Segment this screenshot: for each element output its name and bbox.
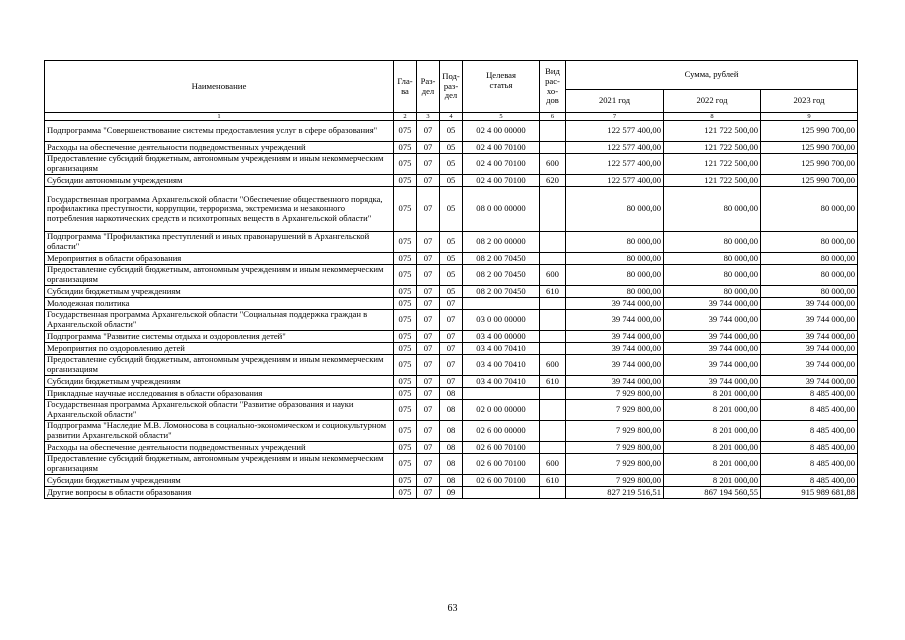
row-amount-2023: 39 744 000,00 <box>761 343 858 355</box>
row-name: Субсидии бюджетным учреждениям <box>45 376 394 388</box>
row-chapter: 075 <box>394 475 417 487</box>
row-amount-2022: 8 201 000,00 <box>664 421 761 442</box>
row-target-article: 02 4 00 70100 <box>463 154 540 175</box>
column-number: 5 <box>463 113 540 121</box>
row-section: 07 <box>417 232 440 253</box>
table-row <box>45 154 858 175</box>
table-row <box>45 487 858 499</box>
row-section: 07 <box>417 376 440 388</box>
row-name: Субсидии автономным учреждениям <box>45 175 394 187</box>
row-expense-type <box>540 400 566 421</box>
row-target-article: 02 6 00 70100 <box>463 454 540 475</box>
row-section: 07 <box>417 421 440 442</box>
row-amount-2021: 122 577 400,00 <box>566 175 664 187</box>
row-name: Прикладные научные исследования в области образования <box>45 388 394 400</box>
row-chapter: 075 <box>394 343 417 355</box>
row-subsection: 05 <box>440 265 463 286</box>
row-subsection: 08 <box>440 475 463 487</box>
header-year-2023: 2023 год <box>761 90 858 113</box>
table-row <box>45 265 858 286</box>
row-target-article: 03 0 00 00000 <box>463 310 540 331</box>
row-amount-2021: 7 929 800,00 <box>566 421 664 442</box>
row-target-article: 02 6 00 00000 <box>463 421 540 442</box>
row-expense-type <box>540 232 566 253</box>
row-subsection: 05 <box>440 232 463 253</box>
row-name: Подпрограмма "Совершенствование системы предоставления услуг в сфере образования" <box>45 121 394 142</box>
row-amount-2022: 121 722 500,00 <box>664 175 761 187</box>
row-chapter: 075 <box>394 421 417 442</box>
row-amount-2023: 39 744 000,00 <box>761 331 858 343</box>
row-chapter: 075 <box>394 142 417 154</box>
row-name: Подпрограмма "Наследие М.В. Ломоносова в социально-экономическом и социокультурном развитии Архангельской области" <box>45 421 394 442</box>
row-amount-2022: 80 000,00 <box>664 232 761 253</box>
column-number: 8 <box>664 113 761 121</box>
row-amount-2022: 39 744 000,00 <box>664 310 761 331</box>
row-expense-type: 610 <box>540 376 566 388</box>
row-subsection: 05 <box>440 187 463 232</box>
row-section: 07 <box>417 298 440 310</box>
row-subsection: 08 <box>440 421 463 442</box>
row-subsection: 08 <box>440 454 463 475</box>
row-chapter: 075 <box>394 400 417 421</box>
row-target-article: 02 6 00 70100 <box>463 475 540 487</box>
row-target-article: 02 6 00 70100 <box>463 442 540 454</box>
row-expense-type <box>540 331 566 343</box>
row-chapter: 075 <box>394 265 417 286</box>
row-chapter: 075 <box>394 187 417 232</box>
row-name: Государственная программа Архангельской области "Развитие образования и науки Архангельской области" <box>45 400 394 421</box>
row-amount-2021: 827 219 516,51 <box>566 487 664 499</box>
row-subsection: 07 <box>440 331 463 343</box>
row-amount-2021: 80 000,00 <box>566 265 664 286</box>
row-section: 07 <box>417 475 440 487</box>
column-number: 2 <box>394 113 417 121</box>
row-name: Государственная программа Архангельской области "Социальная поддержка граждан в Архангельской области" <box>45 310 394 331</box>
row-subsection: 05 <box>440 253 463 265</box>
row-subsection: 08 <box>440 442 463 454</box>
row-name: Предоставление субсидий бюджетным, автономным учреждениям и иным некоммерческим организациям <box>45 154 394 175</box>
row-amount-2021: 80 000,00 <box>566 286 664 298</box>
row-amount-2022: 8 201 000,00 <box>664 442 761 454</box>
row-amount-2022: 39 744 000,00 <box>664 331 761 343</box>
row-subsection: 08 <box>440 388 463 400</box>
row-amount-2023: 8 485 400,00 <box>761 400 858 421</box>
row-subsection: 07 <box>440 298 463 310</box>
row-chapter: 075 <box>394 487 417 499</box>
row-amount-2022: 80 000,00 <box>664 265 761 286</box>
row-amount-2023: 80 000,00 <box>761 187 858 232</box>
row-section: 07 <box>417 175 440 187</box>
row-section: 07 <box>417 154 440 175</box>
row-chapter: 075 <box>394 286 417 298</box>
row-target-article: 03 4 00 70410 <box>463 343 540 355</box>
row-amount-2021: 39 744 000,00 <box>566 310 664 331</box>
column-number: 9 <box>761 113 858 121</box>
row-section: 07 <box>417 388 440 400</box>
row-amount-2021: 122 577 400,00 <box>566 121 664 142</box>
row-amount-2023: 39 744 000,00 <box>761 376 858 388</box>
row-section: 07 <box>417 142 440 154</box>
budget-table <box>44 60 858 499</box>
row-section: 07 <box>417 355 440 376</box>
row-name: Предоставление субсидий бюджетным, автономным учреждениям и иным некоммерческим организациям <box>45 265 394 286</box>
row-chapter: 075 <box>394 454 417 475</box>
row-expense-type: 600 <box>540 154 566 175</box>
table-row <box>45 142 858 154</box>
row-amount-2023: 8 485 400,00 <box>761 421 858 442</box>
row-amount-2022: 121 722 500,00 <box>664 154 761 175</box>
row-amount-2022: 867 194 560,55 <box>664 487 761 499</box>
row-target-article: 03 4 00 70410 <box>463 376 540 388</box>
row-section: 07 <box>417 187 440 232</box>
row-amount-2022: 80 000,00 <box>664 286 761 298</box>
row-amount-2021: 7 929 800,00 <box>566 400 664 421</box>
row-expense-type <box>540 187 566 232</box>
row-amount-2023: 8 485 400,00 <box>761 388 858 400</box>
header-chapter: Гла- ва <box>394 61 417 113</box>
row-amount-2023: 39 744 000,00 <box>761 298 858 310</box>
row-chapter: 075 <box>394 232 417 253</box>
row-amount-2021: 7 929 800,00 <box>566 454 664 475</box>
row-amount-2022: 8 201 000,00 <box>664 388 761 400</box>
row-target-article: 08 0 00 00000 <box>463 187 540 232</box>
row-subsection: 05 <box>440 175 463 187</box>
row-amount-2023: 80 000,00 <box>761 232 858 253</box>
header-name: Наименование <box>45 61 394 113</box>
row-amount-2022: 80 000,00 <box>664 187 761 232</box>
row-amount-2023: 39 744 000,00 <box>761 355 858 376</box>
row-chapter: 075 <box>394 442 417 454</box>
row-chapter: 075 <box>394 121 417 142</box>
table-row <box>45 475 858 487</box>
row-amount-2023: 80 000,00 <box>761 265 858 286</box>
column-number: 3 <box>417 113 440 121</box>
row-target-article: 02 4 00 70100 <box>463 175 540 187</box>
row-name: Мероприятия в области образования <box>45 253 394 265</box>
row-section: 07 <box>417 253 440 265</box>
row-amount-2022: 8 201 000,00 <box>664 400 761 421</box>
header-year-2021: 2021 год <box>566 90 664 113</box>
row-section: 07 <box>417 265 440 286</box>
row-name: Государственная программа Архангельской области "Обеспечение общественного порядка, профилактика преступности, коррупции, терроризма, экстремизма и незаконного потребления наркотических средств и психотропных веществ в Архангельской области" <box>45 187 394 232</box>
row-section: 07 <box>417 310 440 331</box>
row-amount-2023: 125 990 700,00 <box>761 154 858 175</box>
row-amount-2021: 122 577 400,00 <box>566 142 664 154</box>
row-amount-2023: 915 989 681,88 <box>761 487 858 499</box>
row-section: 07 <box>417 331 440 343</box>
row-expense-type <box>540 142 566 154</box>
row-amount-2021: 80 000,00 <box>566 232 664 253</box>
row-expense-type: 610 <box>540 286 566 298</box>
table-row <box>45 376 858 388</box>
row-amount-2021: 39 744 000,00 <box>566 343 664 355</box>
row-target-article: 03 4 00 70410 <box>463 355 540 376</box>
row-subsection: 05 <box>440 154 463 175</box>
table-row <box>45 343 858 355</box>
row-name: Расходы на обеспечение деятельности подведомственных учреждений <box>45 442 394 454</box>
row-target-article <box>463 298 540 310</box>
row-expense-type <box>540 310 566 331</box>
row-name: Мероприятия по оздоровлению детей <box>45 343 394 355</box>
table-row <box>45 298 858 310</box>
row-amount-2021: 39 744 000,00 <box>566 298 664 310</box>
row-amount-2022: 8 201 000,00 <box>664 454 761 475</box>
page-number: 63 <box>447 603 458 614</box>
row-amount-2022: 39 744 000,00 <box>664 298 761 310</box>
row-subsection: 07 <box>440 310 463 331</box>
column-number: 4 <box>440 113 463 121</box>
row-target-article: 08 2 00 70450 <box>463 253 540 265</box>
table-row <box>45 121 858 142</box>
row-subsection: 07 <box>440 355 463 376</box>
row-amount-2021: 80 000,00 <box>566 187 664 232</box>
row-amount-2023: 125 990 700,00 <box>761 121 858 142</box>
row-target-article: 08 2 00 00000 <box>463 232 540 253</box>
row-subsection: 09 <box>440 487 463 499</box>
row-expense-type <box>540 253 566 265</box>
column-number: 1 <box>45 113 394 121</box>
row-amount-2023: 80 000,00 <box>761 253 858 265</box>
row-expense-type <box>540 343 566 355</box>
row-expense-type <box>540 388 566 400</box>
row-amount-2021: 39 744 000,00 <box>566 331 664 343</box>
row-amount-2023: 125 990 700,00 <box>761 175 858 187</box>
row-expense-type <box>540 121 566 142</box>
row-chapter: 075 <box>394 154 417 175</box>
row-chapter: 075 <box>394 388 417 400</box>
row-amount-2023: 8 485 400,00 <box>761 475 858 487</box>
column-number: 7 <box>566 113 664 121</box>
row-amount-2022: 39 744 000,00 <box>664 355 761 376</box>
row-amount-2023: 125 990 700,00 <box>761 142 858 154</box>
row-name: Предоставление субсидий бюджетным, автономным учреждениям и иным некоммерческим организациям <box>45 355 394 376</box>
row-amount-2022: 121 722 500,00 <box>664 121 761 142</box>
row-amount-2021: 39 744 000,00 <box>566 376 664 388</box>
row-target-article: 08 2 00 70450 <box>463 286 540 298</box>
row-target-article: 08 2 00 70450 <box>463 265 540 286</box>
row-amount-2022: 39 744 000,00 <box>664 376 761 388</box>
row-amount-2023: 39 744 000,00 <box>761 310 858 331</box>
row-section: 07 <box>417 286 440 298</box>
row-section: 07 <box>417 121 440 142</box>
row-chapter: 075 <box>394 253 417 265</box>
row-subsection: 07 <box>440 343 463 355</box>
row-chapter: 075 <box>394 331 417 343</box>
table-row <box>45 175 858 187</box>
table-row <box>45 454 858 475</box>
header-sum: Сумма, рублей <box>566 61 858 90</box>
row-subsection: 05 <box>440 286 463 298</box>
row-name: Расходы на обеспечение деятельности подведомственных учреждений <box>45 142 394 154</box>
row-chapter: 075 <box>394 355 417 376</box>
table-row <box>45 232 858 253</box>
row-expense-type: 600 <box>540 355 566 376</box>
row-name: Предоставление субсидий бюджетным, автономным учреждениям и иным некоммерческим организациям <box>45 454 394 475</box>
row-section: 07 <box>417 343 440 355</box>
row-expense-type: 600 <box>540 454 566 475</box>
row-amount-2021: 39 744 000,00 <box>566 355 664 376</box>
table-row <box>45 187 858 232</box>
header-target-article: Целевая статья <box>463 61 540 113</box>
table-row <box>45 310 858 331</box>
row-amount-2023: 8 485 400,00 <box>761 454 858 475</box>
row-expense-type <box>540 298 566 310</box>
row-name: Подпрограмма "Профилактика преступлений и иных правонарушений в Архангельской области" <box>45 232 394 253</box>
row-amount-2023: 80 000,00 <box>761 286 858 298</box>
table-row <box>45 253 858 265</box>
table-row <box>45 421 858 442</box>
row-name: Субсидии бюджетным учреждениям <box>45 286 394 298</box>
header-year-2022: 2022 год <box>664 90 761 113</box>
row-amount-2021: 122 577 400,00 <box>566 154 664 175</box>
row-target-article <box>463 388 540 400</box>
table-row <box>45 331 858 343</box>
row-amount-2021: 80 000,00 <box>566 253 664 265</box>
table-row <box>45 286 858 298</box>
row-target-article: 02 4 00 70100 <box>463 142 540 154</box>
row-subsection: 05 <box>440 142 463 154</box>
row-section: 07 <box>417 487 440 499</box>
row-amount-2022: 121 722 500,00 <box>664 142 761 154</box>
row-amount-2022: 8 201 000,00 <box>664 475 761 487</box>
table-row <box>45 388 858 400</box>
row-target-article: 02 0 00 00000 <box>463 400 540 421</box>
row-chapter: 075 <box>394 298 417 310</box>
table-row <box>45 400 858 421</box>
row-section: 07 <box>417 442 440 454</box>
row-expense-type <box>540 421 566 442</box>
row-target-article: 02 4 00 00000 <box>463 121 540 142</box>
header-expense-type: Вид рас- хо- дов <box>540 61 566 113</box>
row-chapter: 075 <box>394 175 417 187</box>
table-row <box>45 442 858 454</box>
header-section: Раз- дел <box>417 61 440 113</box>
row-expense-type: 620 <box>540 175 566 187</box>
row-name: Молодежная политика <box>45 298 394 310</box>
row-subsection: 07 <box>440 376 463 388</box>
row-target-article: 03 4 00 00000 <box>463 331 540 343</box>
row-amount-2021: 7 929 800,00 <box>566 442 664 454</box>
row-expense-type <box>540 487 566 499</box>
row-name: Другие вопросы в области образования <box>45 487 394 499</box>
row-amount-2021: 7 929 800,00 <box>566 475 664 487</box>
row-amount-2021: 7 929 800,00 <box>566 388 664 400</box>
row-expense-type: 600 <box>540 265 566 286</box>
row-chapter: 075 <box>394 310 417 331</box>
row-name: Подпрограмма "Развитие системы отдыха и оздоровления детей" <box>45 331 394 343</box>
row-expense-type: 610 <box>540 475 566 487</box>
row-target-article <box>463 487 540 499</box>
row-amount-2022: 80 000,00 <box>664 253 761 265</box>
column-numbers-row <box>45 113 858 121</box>
table-row <box>45 355 858 376</box>
row-amount-2022: 39 744 000,00 <box>664 343 761 355</box>
row-chapter: 075 <box>394 376 417 388</box>
row-expense-type <box>540 442 566 454</box>
row-amount-2023: 8 485 400,00 <box>761 442 858 454</box>
row-section: 07 <box>417 454 440 475</box>
column-number: 6 <box>540 113 566 121</box>
header-subsection: Под- раз- дел <box>440 61 463 113</box>
row-section: 07 <box>417 400 440 421</box>
row-subsection: 08 <box>440 400 463 421</box>
row-name: Субсидии бюджетным учреждениям <box>45 475 394 487</box>
table-body <box>45 113 858 499</box>
row-subsection: 05 <box>440 121 463 142</box>
